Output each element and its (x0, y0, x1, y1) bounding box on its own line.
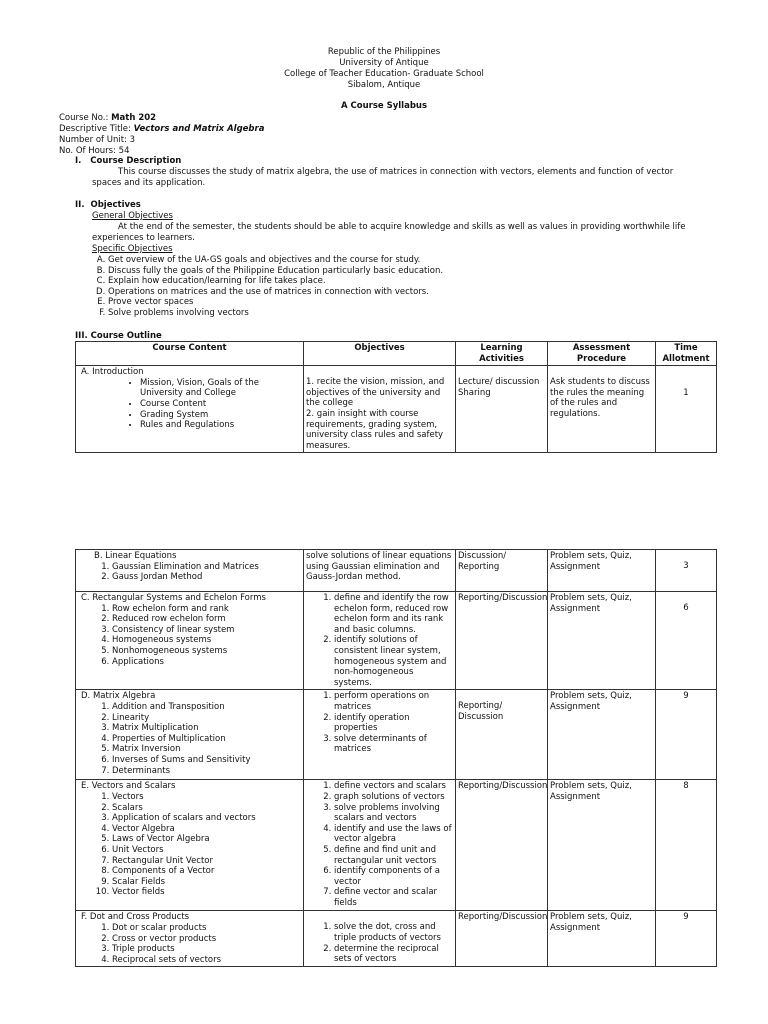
course-number-label: Course No.: (59, 113, 109, 123)
course-outline-table-2 (75, 549, 717, 967)
list-item: 4. identify and use the laws of vector algebra (334, 824, 453, 845)
general-objectives-label: General Objectives (92, 211, 173, 221)
list-item: 7. define vector and scalar fields (334, 887, 453, 908)
assessment-cell: Problem sets, Quiz, Assignment (548, 550, 656, 592)
activities-cell: Reporting/Discussion (456, 592, 548, 690)
list-item: 7. Determinants (112, 766, 301, 777)
list-item: 1. Addition and Transposition (112, 702, 301, 713)
section-objectives-heading: II. Objectives (75, 200, 141, 210)
column-header: Time Allotment (656, 342, 717, 366)
list-item: 2. Scalars (112, 803, 301, 814)
objectives-cell (304, 780, 456, 911)
objectives-cell (304, 690, 456, 780)
time-cell: 6 (656, 592, 717, 690)
assessment-cell: Problem sets, Quiz, Assignment (548, 911, 656, 967)
list-item: 1. define vectors and scalars (334, 781, 453, 792)
row-title: F. Dot and Cross Products (81, 912, 190, 923)
list-item: E. Prove vector spaces (108, 297, 702, 308)
course-content-cell (76, 592, 304, 690)
list-item: 2. Reduced row echelon form (112, 614, 301, 625)
table-header-row (76, 342, 717, 366)
section-course-description-heading: I. Course Description (75, 156, 182, 166)
time-cell: 1 (656, 366, 717, 453)
objectives-cell: solve solutions of linear equations using Gaussian elimination and Gauss-Jordan method. (304, 550, 456, 592)
descriptive-title-value: Vectors and Matrix Algebra (133, 124, 265, 134)
list-item: 3. Triple products (112, 944, 301, 955)
objectives-cell: 1. recite the vision, mission, and objectives of the university and the college 2. gain insight with course requirements, grading system, university class rules and safety measures. (304, 366, 456, 453)
list-item: 3. Application of scalars and vectors (112, 813, 301, 824)
list-item: 6. Inverses of Sums and Sensitivity (112, 755, 301, 766)
row-title: A. Introduction (81, 367, 144, 378)
list-item: 3. Consistency of linear system (112, 625, 301, 636)
list-item: 1. solve the dot, cross and triple products of vectors (334, 922, 453, 943)
activities-cell: Reporting/ Discussion (456, 690, 548, 780)
header-college: College of Teacher Education- Graduate School (284, 69, 484, 79)
number-of-hours: No. Of Hours: 54 (59, 146, 130, 156)
row-title: B. Linear Equations (94, 551, 177, 561)
time-cell: 9 (656, 911, 717, 967)
list-item: • Mission, Vision, Goals of the University and College (140, 378, 301, 399)
list-item: 4. Reciprocal sets of vectors (112, 955, 301, 966)
course-content-cell (76, 911, 304, 967)
list-item: 6. Applications (112, 657, 301, 668)
descriptive-title (59, 124, 264, 135)
assessment-cell: Problem sets, Quiz, Assignment (548, 780, 656, 911)
activities-cell: Reporting/Discussion (456, 780, 548, 911)
table-row (76, 690, 717, 780)
course-content-cell (76, 780, 304, 911)
course-description-text: This course discusses the study of matrix algebra, the use of matrices in connection with vectors, elements and function of vector spaces and its application. (92, 167, 674, 188)
course-content-cell (76, 690, 304, 780)
list-item: 4. Vector Algebra (112, 824, 301, 835)
list-item: 3. solve determinants of matrices (334, 734, 453, 755)
general-objectives-text: At the end of the semester, the students should be able to acquire knowledge and skills as well as values in providing worthwhile life experiences to learners. (92, 222, 686, 243)
header-university: University of Antique (339, 58, 429, 68)
section-course-outline-heading: III. Course Outline (75, 331, 162, 341)
list-item: 2. determine the reciprocal sets of vectors (334, 944, 453, 965)
list-item: B. Discuss fully the goals of the Philippine Education particularly basic education. (108, 266, 702, 277)
number-of-units: Number of Unit: 3 (59, 135, 136, 145)
column-header: Course Content (76, 342, 304, 366)
list-item: 1. Row echelon form and rank (112, 604, 301, 615)
table-row (76, 780, 717, 911)
column-header: Learning Activities (456, 342, 548, 366)
list-item: 1. Gaussian Elimination and Matrices (112, 562, 301, 573)
list-item: 6. identify components of a vector (334, 866, 453, 887)
course-content-cell (76, 550, 304, 592)
list-item: 4. Homogeneous systems (112, 635, 301, 646)
list-item: F. Solve problems involving vectors (108, 308, 702, 319)
table-row (76, 911, 717, 967)
header-republic: Republic of the Philippines (327, 47, 441, 57)
objectives-cell (304, 592, 456, 690)
course-number-value: Math 202 (111, 113, 157, 123)
list-item: 1. perform operations on matrices (334, 691, 453, 712)
list-item: 2. identify operation properties (334, 713, 453, 734)
list-item: 2. Gauss Jordan Method (112, 572, 301, 583)
list-item: 8. Components of a Vector (112, 866, 301, 877)
list-item: 1. Dot or scalar products (112, 923, 301, 934)
activities-cell: Lecture/ discussion Sharing (456, 366, 548, 453)
course-number (59, 113, 156, 124)
list-item: 5. Laws of Vector Algebra (112, 834, 301, 845)
list-item: 2. Cross or vector products (112, 934, 301, 945)
table-row (76, 366, 717, 453)
list-item: 5. define and find unit and rectangular unit vectors (334, 845, 453, 866)
list-item: 9. Scalar Fields (112, 877, 301, 888)
list-item: 4. Properties of Multiplication (112, 734, 301, 745)
row-title: C. Rectangular Systems and Echelon Forms (81, 593, 266, 603)
row-title: E. Vectors and Scalars (81, 781, 176, 792)
activities-cell: Discussion/ Reporting (456, 550, 548, 592)
specific-objectives-list (92, 255, 702, 319)
list-item: A. Get overview of the UA-GS goals and objectives and the course for study. (108, 255, 702, 266)
list-item: 1. Vectors (112, 792, 301, 803)
list-item: 1. define and identify the row echelon form, reduced row echelon form and its rank and basic columns. (334, 593, 453, 635)
assessment-cell: Problem sets, Quiz, Assignment (548, 690, 656, 780)
list-item: 7. Rectangular Unit Vector (112, 856, 301, 867)
table-row (76, 592, 717, 690)
time-cell: 8 (656, 780, 717, 911)
time-cell: 3 (656, 550, 717, 592)
list-item: 3. Matrix Multiplication (112, 723, 301, 734)
header-location: Sibalom, Antique (347, 80, 421, 90)
document-title: A Course Syllabus (340, 101, 428, 111)
course-content-cell (76, 366, 304, 453)
list-item: • Grading System (140, 410, 301, 421)
list-item: 2. identify solutions of consistent linear system, homogeneous system and non-homogeneous systems. (334, 635, 453, 688)
time-cell: 9 (656, 690, 717, 780)
list-item: • Course Content (140, 399, 301, 410)
objectives-cell (304, 911, 456, 967)
row-title: D. Matrix Algebra (81, 691, 156, 702)
list-item: 2. Linearity (112, 713, 301, 724)
column-header: Assessment Procedure (548, 342, 656, 366)
list-item: 2. graph solutions of vectors (334, 792, 453, 803)
list-item: C. Explain how education/learning for life takes place. (108, 276, 702, 287)
course-outline-table-1 (75, 341, 717, 453)
list-item: D. Operations on matrices and the use of matrices in connection with vectors. (108, 287, 702, 298)
assessment-cell: Ask students to discuss the rules the meaning of the rules and regulations. (548, 366, 656, 453)
list-item: 10. Vector fields (112, 887, 301, 898)
table-row (76, 550, 717, 592)
list-item: 5. Nonhomogeneous systems (112, 646, 301, 657)
specific-objectives-label: Specific Objectives (92, 244, 173, 254)
column-header: Objectives (304, 342, 456, 366)
descriptive-title-label: Descriptive Title: (59, 124, 131, 134)
activities-cell: Reporting/Discussion (456, 911, 548, 967)
assessment-cell: Problem sets, Quiz, Assignment (548, 592, 656, 690)
list-item: 6. Unit Vectors (112, 845, 301, 856)
list-item: 3. solve problems involving scalars and vectors (334, 803, 453, 824)
list-item: • Rules and Regulations (140, 420, 301, 431)
list-item: 5. Matrix Inversion (112, 744, 301, 755)
